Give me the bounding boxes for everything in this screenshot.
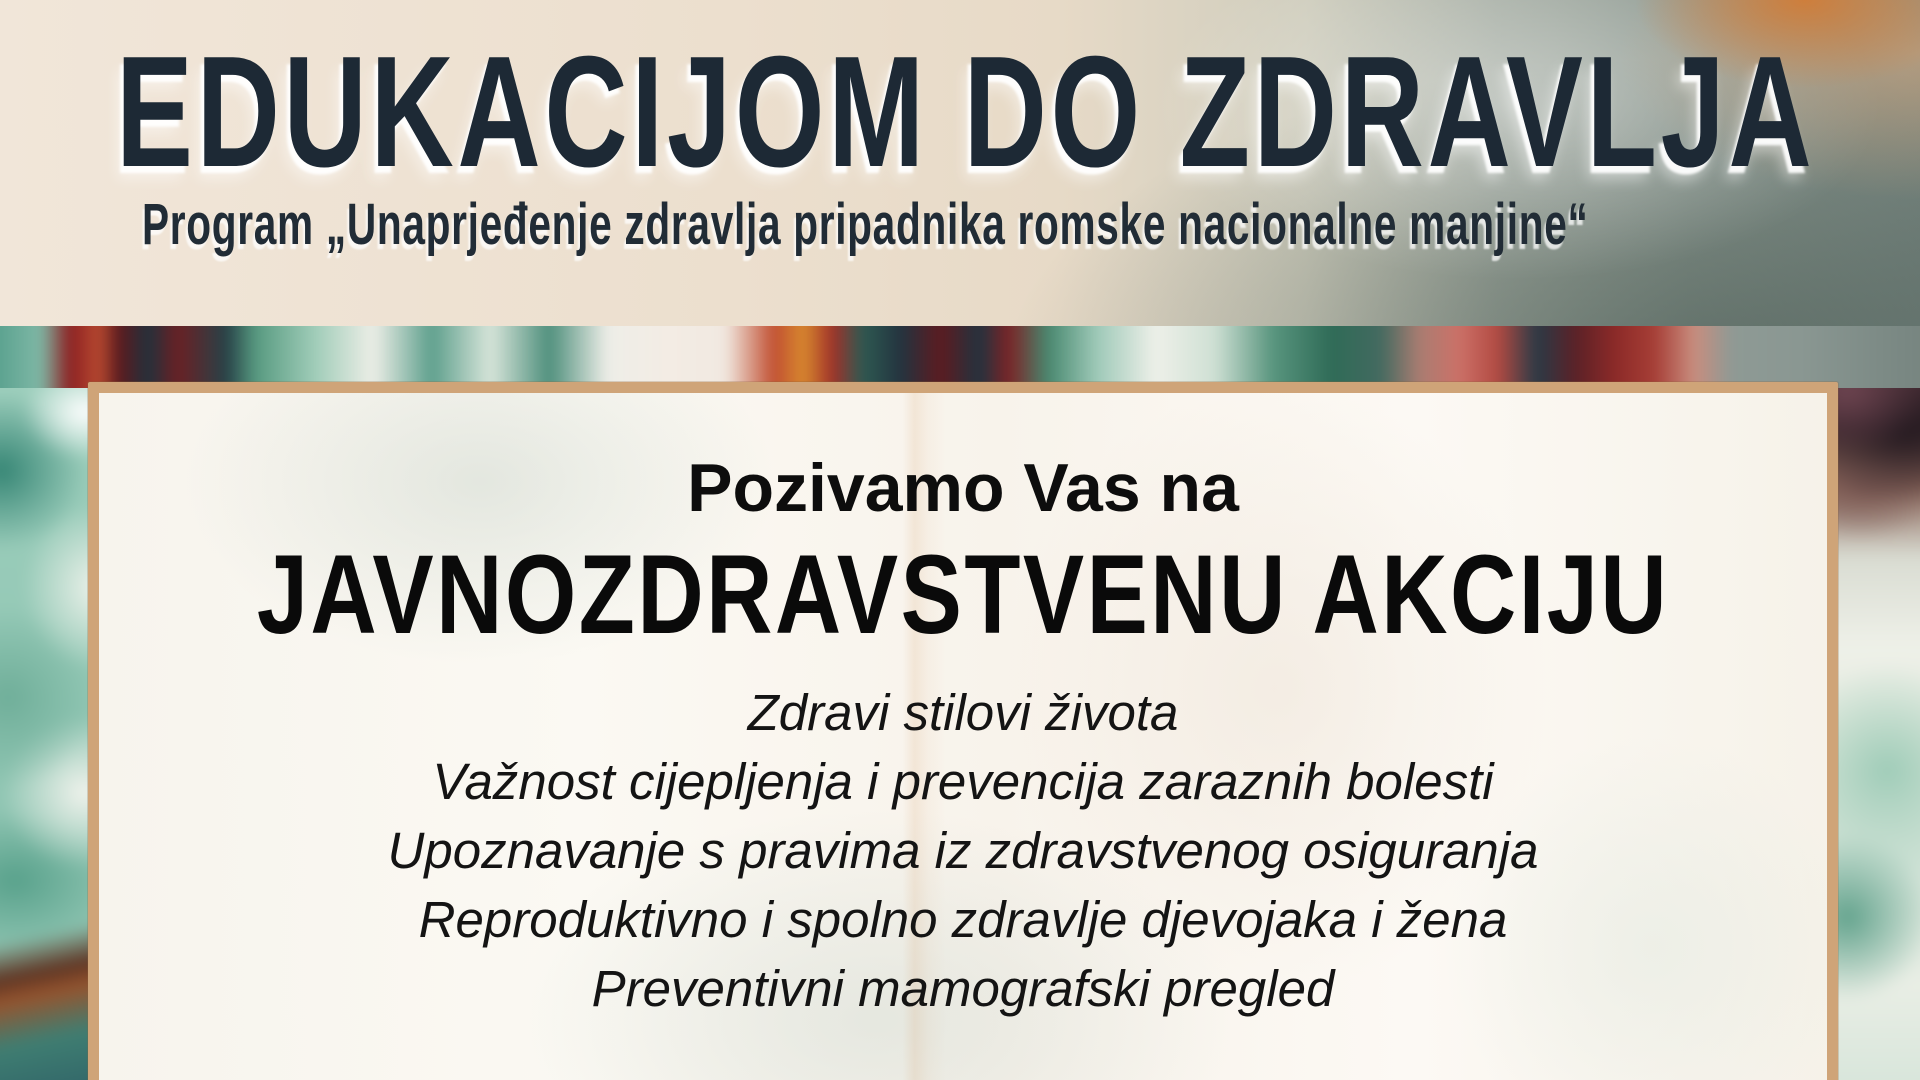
topic-line: Upoznavanje s pravima iz zdravstvenog osiguranja <box>387 822 1539 879</box>
poster-title: EDUKACIJOM DO ZDRAVLJA <box>116 24 1816 200</box>
invitation-heading: JAVNOZDRAVSTVENU AKCIJU <box>256 532 1670 657</box>
background-left-texture <box>0 388 100 1080</box>
background-right-strip <box>1828 388 1920 1080</box>
topic-line: Preventivni mamografski pregled <box>591 960 1335 1017</box>
topic-line: Zdravi stilovi života <box>747 684 1179 741</box>
topic-line: Reproduktivno i spolno zdravlje djevojaka i žena <box>418 891 1508 948</box>
invitation-intro: Pozivamo Vas na <box>687 450 1239 526</box>
poster-subtitle: Program „Unaprjeđenje zdravlja pripadnika romske nacionalne manjine“ <box>142 192 1589 257</box>
invitation-box <box>88 382 1838 1080</box>
topic-list <box>99 678 1827 1023</box>
topic-line: Važnost cijepljenja i prevencija zaraznih bolesti <box>432 753 1494 810</box>
poster-header <box>0 0 1920 328</box>
background-right-texture <box>1828 388 1920 1080</box>
background-left-strip <box>0 388 100 1080</box>
